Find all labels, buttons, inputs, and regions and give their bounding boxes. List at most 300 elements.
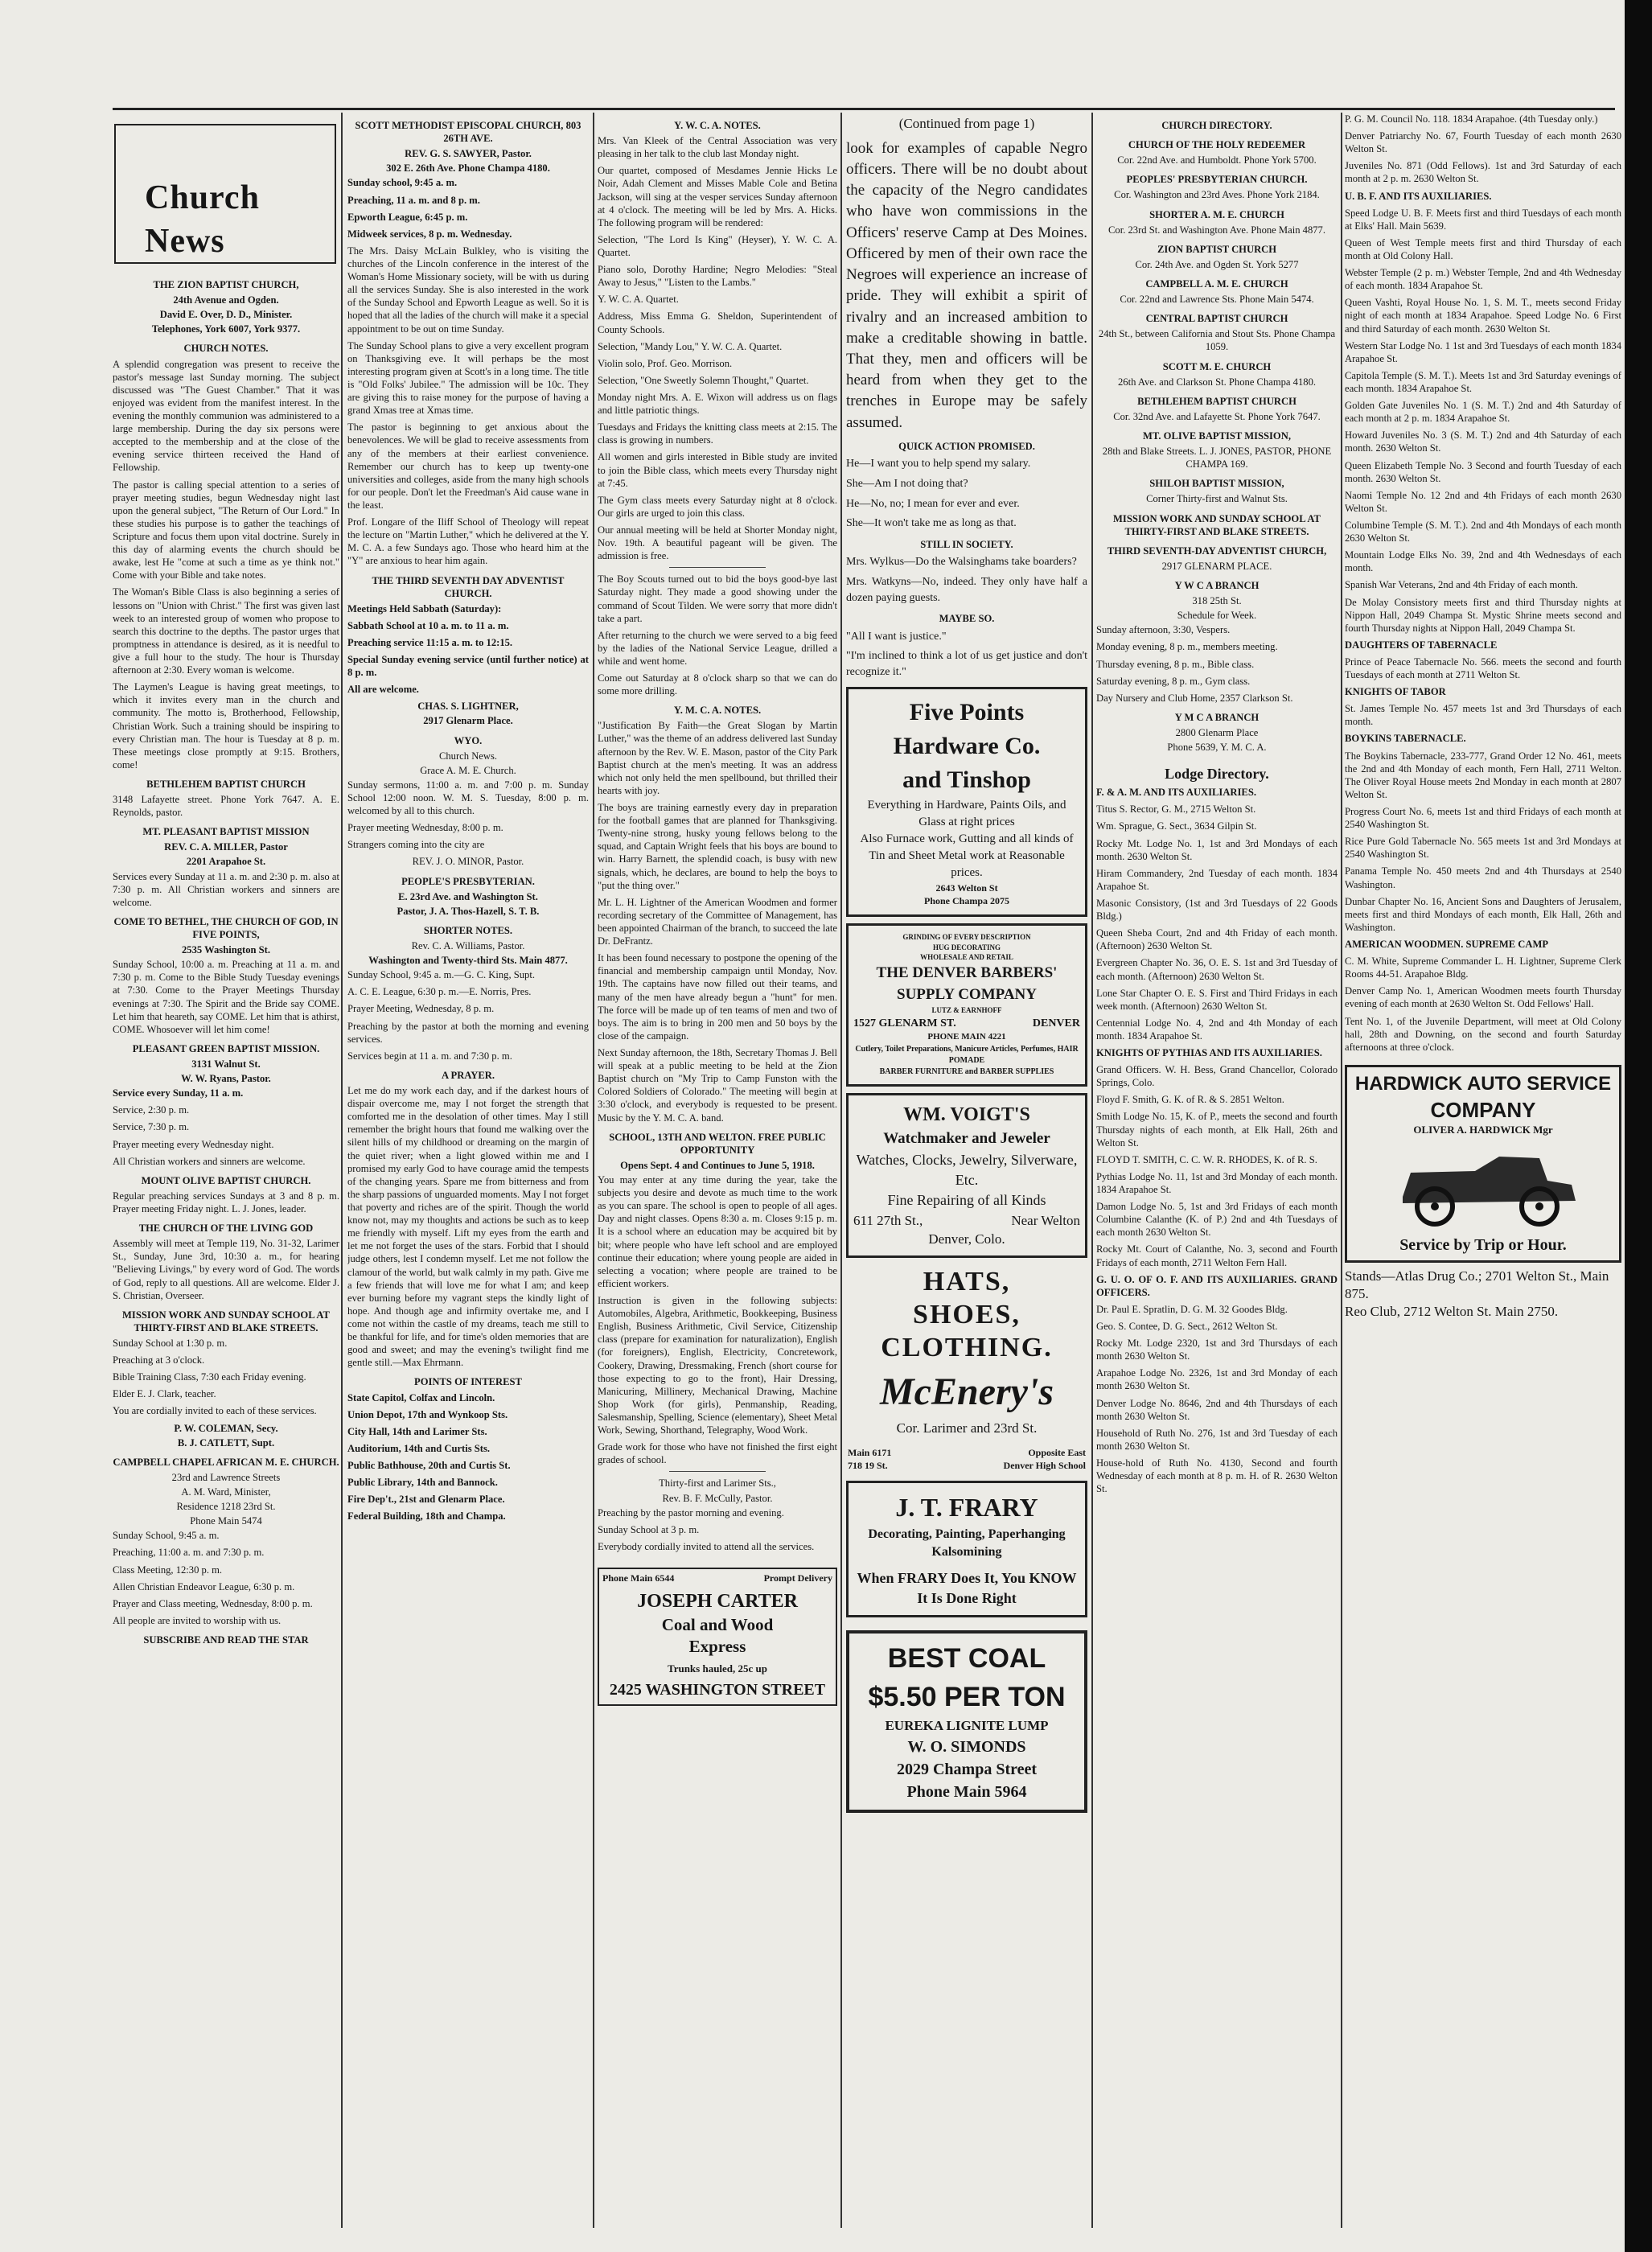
quick-line: He—No, no; I mean for ever and ever. (846, 497, 1020, 510)
column-5 (1096, 113, 1338, 2236)
lodge-entry: Juveniles No. 871 (Odd Fellows). 1st and 3rd Saturday of each month at 2 p. m. 2630 Welton St. (1345, 160, 1621, 185)
lodge-entry: Damon Lodge No. 5, 1st and 3rd Fridays of each month Columbine Calanthe (K. of P.) 2nd and 4th Tuesdays of each month 2630 Welton St. (1096, 1201, 1338, 1239)
lodge-entry: Rocky Mt. Lodge No. 1, 1st and 3rd Mondays of each month. 2630 Welton St. (1096, 837, 1338, 862)
campbell-minister: A. M. Ward, Minister, (181, 1486, 271, 1498)
lodge-directory-heading: Lodge Directory. (1165, 766, 1269, 783)
campbell-line: Allen Christian Endeavor League, 6:30 p. m. (113, 1580, 295, 1592)
lodge-entry: De Molay Consistory meets first and third Thursday nights at Nippon Hall, 2049 Champa St. Mystic Shrine meets second and fourth Thursday nights at Nippon Hall, 2049 Champa St. (1345, 596, 1621, 634)
carter-address: 2425 WASHINGTON STREET (609, 1681, 826, 1699)
lodge-entry: Denver Patriarchy No. 67, Fourth Tuesday of each month 2630 Welton St. (1345, 130, 1621, 155)
column-1 (113, 113, 339, 2236)
adventist-line: All are welcome. (347, 684, 419, 696)
ad-line: J. T. FRARY (895, 1493, 1038, 1523)
scott-paragraph: Prof. Longare of the Iliff School of Theology will repeat the lecture on "Martin Luther," which he delivered at the Y. M. C. A. a few Sundays ago. Those who heard him at the "Y" are anxious to hear him again. (347, 516, 589, 567)
column-rule (1341, 113, 1342, 2228)
mtpleasant-rev: REV. C. A. MILLER, Pastor (164, 841, 288, 853)
ywca-paragraph: Mrs. Van Kleek of the Central Association was very pleasing in her talk to the club last Monday night. (598, 135, 837, 160)
campbell-line: Class Meeting, 12:30 p. m. (113, 1564, 223, 1576)
campbell-line: Sunday School, 9:45 a. m. (113, 1530, 220, 1542)
lodge-entry: Pythias Lodge No. 11, 1st and 3rd Monday of each month. 1834 Arapahoe St. (1096, 1170, 1338, 1196)
ywca-paragraph: Piano solo, Dorothy Hardine; Negro Melodies: "Steal Away to Jesus," "Listen to the Lambs." (598, 264, 837, 289)
lodge-entry: Rocky Mt. Court of Calanthe, No. 3, second and Fourth Fridays of each month, 2711 Welton Fern Hall. (1096, 1243, 1338, 1268)
ywca-branch-address: 318 25th St. (1192, 595, 1242, 607)
campbell-line: Prayer and Class meeting, Wednesday, 8:00 p. m. (113, 1597, 313, 1609)
bethel-address: 2535 Washington St. (182, 944, 270, 956)
lodge-entry: G. U. O. OF O. F. AND ITS AUXILIARIES. GRAND OFFICERS. (1096, 1273, 1338, 1298)
ywca-branch-line: Thursday evening, 8 p. m., Bible class. (1096, 658, 1255, 670)
adventist-line: Preaching service 11:15 a. m. to 12:15. (347, 636, 513, 648)
lodge-entry: St. James Temple No. 457 meets 1st and 3rd Thursdays of each month. (1345, 703, 1621, 728)
directory-church-name: BETHLEHEM BAPTIST CHURCH (1137, 395, 1297, 407)
peoples-pastor: Pastor, J. A. Thos-Hazell, S. T. B. (397, 905, 540, 917)
bethlehem-heading: BETHLEHEM BAPTIST CHURCH (146, 778, 306, 790)
ad-address: 718 19 St. (848, 1460, 888, 1472)
lodge-entry: BOYKINS TABERNACLE. (1345, 733, 1466, 745)
column-rule (593, 113, 594, 2228)
ywca-branch-schedule: Schedule for Week. (1177, 610, 1257, 622)
ymca-branch-address: 2800 Glenarm Place (1175, 726, 1259, 738)
zion-phone: Telephones, York 6007, York 9377. (151, 323, 301, 335)
directory-church-address: 24th St., between California and Stout Sts. Phone Champa 1059. (1098, 328, 1336, 353)
directory-church-address: Corner Thirty-first and Walnut Sts. (1146, 493, 1288, 505)
ad-line: BARBER FURNITURE and BARBER SUPPLIES (879, 1066, 1054, 1076)
lodge-entry: Western Star Lodge No. 1 1st and 3rd Tuesdays of each month 1834 Arapahoe St. (1345, 339, 1621, 364)
scott-line: Midweek services, 8 p. m. Wednesday. (347, 228, 512, 240)
lodge-entry: Queen Elizabeth Temple No. 3 Second and fourth Tuesday of each month. 2630 Welton St. (1345, 459, 1621, 484)
directory-church-address: 26th Ave. and Clarkson St. Phone Champa 4180. (1117, 376, 1317, 388)
directory-church-address: Cor. 32nd Ave. and Lafayette St. Phone York 7647. (1113, 410, 1321, 422)
column-rule (840, 113, 842, 2228)
ywca-branch-line: Sunday afternoon, 3:30, Vespers. (1096, 624, 1231, 636)
scott-line: Epworth League, 6:45 p. m. (347, 211, 468, 223)
continued-paragraph: look for examples of capable Negro officers. There will be no doubt about the capacity of the Negro candidates who have won commissions in the Officers' reserve Camp at Des Moines. Officered by men of their own race the Negroes will experience an increase of pride. They will exhibit a spirit of rivalry and an increased ambition to make a creditable showing in battle. That they, men and officers will be heard from when they get to the trenches in Europe may be safely assumed. (846, 139, 1087, 431)
prayer-body: Let me do my work each day, and if the darkest hours of dispair overcome me, may I not forget the strength that comforted me in the desolation of other times. May I still remember the bright hours that found me walking over the silent hills of my childhood or dreaming on the margin of the quiet river; when a light glowed within me and I promised my early God to have courage amid the tempests of the changing years. Spare me from bitterness and from the sharp passions of unguarded moments. May I not forget that poverty and riches are of the spirit. Though the world know not, may my thoughts and actions be such as to keep me friendly with myself. Lift my eyes from the earth and let me not forget the uses of the stars. Forbid that I should judge others, lest I condemn myself. Let me not follow the clamour of the world, but walk calmly in my path. Give me a few friends that will love me for what I am; and keep ever burning before my vagrant steps the kindly light of hope. And though age and infirmity overtake me, and I come not within the castle of my dreams, teach me still to be thankful for life, and for time's olden memories that are good and sweet; and may the evening's twilight find me gentle still.—Max Ehrmann. (347, 1085, 589, 1369)
column-6 (1345, 113, 1621, 2236)
ywca-paragraph: Selection, "Mandy Lou," Y. W. C. A. Quartet. (598, 340, 783, 352)
carter-trunks: Trunks hauled, 25c up (667, 1662, 768, 1675)
school-paragraph: Instruction is given in the following subjects: Automobiles, Algebra, Arithmetic, Bookkeeping, Business English, Business Arithmetic, Civil Service, Citizenship class (prepare for examination for naturalization), English (for foreigners), English, Electricity, Concretework, Cookery, Drawing, Dressmaking, French (short course for those expecting to go to the front), Hair Dressing, Manicuring, Millinery, Mechanical Drawing, Machine Shop Work (for girls), Penmanship, Reading, Salesmanship, Spelling, Science (elementary), Sheet Metal Work, Sewing, Shorthand, Telegraphy, Wood Work. (598, 1294, 837, 1436)
mission-line: You are cordially invited to each of these services. (113, 1405, 317, 1417)
ymca-branch-heading: Y M C A BRANCH (1174, 711, 1260, 723)
ad-line: COMPANY (1430, 1097, 1536, 1122)
carter-name: JOSEPH CARTER (637, 1591, 798, 1613)
ad-line: HUG DECORATING (932, 943, 1001, 951)
automobile-icon (1379, 1140, 1588, 1229)
mission-line: Bible Training Class, 7:30 each Friday evening. (113, 1371, 306, 1383)
voigt-address-row (853, 1211, 1080, 1231)
lodge-entry: Rice Pure Gold Tabernacle No. 565 meets 1st and 3rd Mondays at 2540 Washington St. (1345, 836, 1621, 861)
lodge-entry: Golden Gate Juveniles No. 1 (S. M. T.) 2nd and 4th Saturday of each month at 2 p. m. 1834 Arapahoe St. (1345, 400, 1621, 425)
ymca-paragraph: "Justification By Faith—the Great Slogan by Martin Luther," was the theme of an address delivered last Sunday afternoon by the Rev. W. E. Mason, pastor of the City Park Baptist church at the men's meeting. It was an address which not only held the men spellbound, but thrilled their hearts with joy. (598, 720, 837, 796)
lodge-entry: Evergreen Chapter No. 36, O. E. S. 1st and 3rd Tuesday of each month. (Afternoon) 2630 Welton St. (1096, 957, 1338, 982)
mcenery-ad (846, 1264, 1087, 1474)
lodge-entry: Arapahoe Lodge No. 2326, 1st and 3rd Monday of each month 2630 Welton St. (1096, 1367, 1338, 1392)
livinggod-heading: THE CHURCH OF THE LIVING GOD (138, 1223, 314, 1235)
ad-address: 1527 GLENARM ST. (853, 1017, 956, 1029)
zion-address: 24th Avenue and Ogden. (173, 294, 279, 306)
ymca-paragraph: The boys are training earnestly every day in preparation for the football games that are planned for Thanksgiving. Twenty-nine strong, husky young fellows belong to the squad, and Captain Wright feels that his boys are bound to win. Harry Barnett, the splendid coach, is busy with new signals, which, he declares, are bound to help the boys to "put the thing over." (598, 802, 837, 891)
ywca-paragraph: Tuesdays and Fridays the knitting class meets at 2:15. The class is growing in numbers. (598, 421, 837, 446)
ad-line: HARDWICK AUTO SERVICE (1354, 1072, 1612, 1095)
peoples-heading: PEOPLE'S PRESBYTERIAN. (401, 875, 535, 887)
ad-line: WM. VOIGT'S (903, 1103, 1030, 1125)
maybe-line: "I'm inclined to think a lot of us get justice and don't recognize it." (846, 650, 1087, 679)
poi-line: Federal Building, 18th and Champa. (347, 1510, 506, 1523)
service-line: Prayer meeting every Wednesday night. (113, 1138, 274, 1150)
barbers-address-row (853, 1016, 1080, 1032)
pleasantgreen-pastor: W. W. Ryans, Pastor. (181, 1073, 271, 1085)
lodge-entry: Webster Temple (2 p. m.) Webster Temple, 2nd and 4th Wednesday of each month. 1834 Arapahoe St. (1345, 267, 1621, 292)
lodge-entry: Grand Officers. W. H. Bess, Grand Chancellor, Colorado Springs, Colo. (1096, 1064, 1338, 1089)
adventist-line: Special Sunday evening service (until further notice) at 8 p. m. (347, 654, 589, 679)
directory-church-address: Cor. 24th Ave. and Ogden St. York 5277 (1135, 258, 1299, 270)
adventist-line: Meetings Held Sabbath (Saturday): (347, 602, 502, 614)
column-2 (347, 113, 589, 2236)
ad-phone: PHONE MAIN 4221 (927, 1032, 1006, 1042)
ywca-paragraph: Our annual meeting will be held at Shorter Monday night, Nov. 19th. A beautiful pageant will be given. The admission is free. (598, 524, 837, 562)
notes-paragraph: The pastor is calling special attention to a series of prayer meeting studies, begun Wednesday night last upon the general subject, "The Return of Our Lord." In these studies his purpose is to gather the teachings of Scripture and focus them upon vital doctrine. Surely in this day of alarming events the church should be awake, lest He "come at such a time as ye think not." Come with your Bible and take notes. (113, 479, 339, 581)
ymca-branch-phone: Phone 5639, Y. M. C. A. (1167, 742, 1267, 754)
scott-paragraph: The Mrs. Daisy McLain Bulkley, who is visiting the churches of the Lincoln conference in the interest of the Woman's Home Missionary society, will be with us during all the services Sunday. She is also interested in the work of the Sunday School and Epworth League as well. So it is hoped that all the ladies of the church will make it a special appointment to be out on time Sunday. (347, 245, 589, 335)
wyo-church: Grace A. M. E. Church. (420, 764, 516, 776)
carter-phone: Phone Main 6544 (602, 1572, 675, 1584)
ywca-branch-line: Monday evening, 8 p. m., members meeting. (1096, 641, 1278, 653)
zion-minister: David E. Over, D. D., Minister. (159, 309, 293, 321)
directory-church-name: PEOPLES' PRESBYTERIAN CHURCH. (1126, 174, 1308, 186)
ywca-paragraph: Come out Saturday at 8 o'clock sharp so that we can do some more drilling. (598, 672, 837, 697)
scott-address: 302 E. 26th Ave. Phone Champa 4180. (386, 162, 550, 175)
lodge-entry: Geo. S. Contee, D. G. Sect., 2612 Welton St. (1096, 1321, 1278, 1333)
ad-line: HATS, (923, 1267, 1011, 1297)
lodge-entry: Howard Juveniles No. 3 (S. M. T.) 2nd and 4th Saturday of each month. 2630 Welton St. (1345, 429, 1621, 454)
ad-line: THE DENVER BARBERS' (876, 964, 1058, 982)
mtolive-heading: MOUNT OLIVE BAPTIST CHURCH. (141, 1174, 311, 1186)
ad-line: 2029 Champa Street (896, 1761, 1038, 1779)
lodge-entry: Hiram Commandery, 2nd Tuesday of each month. 1834 Arapahoe St. (1096, 867, 1338, 892)
lodge-entry: Mountain Lodge Elks No. 39, 2nd and 4th Wednesdays of each month. (1345, 549, 1621, 574)
lodge-entry: Lone Star Chapter O. E. S. First and Third Fridays in each week month. (Afternoon) 2630 Welton St. (1096, 987, 1338, 1012)
divider (669, 567, 765, 568)
notes-paragraph: A splendid congregation was present to receive the pastor's message last Sunday morning. The subject discussed was "The Guest Chamber." That it was enjoyed was evident from the manifest interest. In the evening the monthly communion was administered to a large membership. During the day six persons were accepted to the membership and at the close of the evening service thirteen received the Hand of Fellowship. (113, 358, 339, 474)
wyo-prayer: Prayer meeting Wednesday, 8:00 p. m. (347, 822, 503, 834)
mission-line: Preaching at 3 o'clock. (113, 1354, 205, 1366)
ad-line: LUTZ & EARNHOFF (931, 1006, 1002, 1015)
fivepoints-ad (846, 687, 1087, 918)
wyo-signature: REV. J. O. MINOR, Pastor. (412, 856, 524, 868)
directory-church-address: Cor. 22nd and Lawrence Sts. Phone Main 5474. (1120, 294, 1314, 306)
wyo-body: Sunday sermons, 11:00 a. m. and 7:00 p. m. Sunday School 12:00 noon. W. M. S. Tuesday, 8:00 p. m. welcomed by all to this church. (347, 779, 589, 817)
quick-line: She—It won't take me as long as that. (846, 517, 1017, 530)
ad-line: Service by Trip or Hour. (1399, 1235, 1567, 1254)
scott-heading: SCOTT METHODIST EPISCOPAL CHURCH, 803 26TH AVE. (355, 120, 581, 145)
campbell-heading: CAMPBELL CHAPEL AFRICAN M. E. CHURCH. (113, 1456, 339, 1468)
lodge-entry: DAUGHTERS OF TABERNACLE (1345, 639, 1498, 651)
directory-church-name: THIRD SEVENTH-DAY ADVENTIST CHURCH, (1107, 545, 1327, 557)
directory-church-name: MISSION WORK AND SUNDAY SCHOOL AT THIRTY-FIRST AND BLAKE STREETS. (1113, 512, 1321, 537)
ymca-paragraph: Next Sunday afternoon, the 18th, Secretary Thomas J. Bell will speak at a public meeting to be held at the Zion Baptist church on "My Trip to Camp Funston with the Colored Soldiers of Colorado." The meeting will begin at 3:30 o'clock, and everybody is requested to be present. Music by the Y. M. C. A. band. (598, 1047, 837, 1124)
poi-line: Fire Dep't., 21st and Glenarm Place. (347, 1494, 505, 1506)
ad-line: GRINDING OF EVERY DESCRIPTION (902, 933, 1031, 942)
lodge-entry: Denver Lodge No. 8646, 2nd and 4th Thursdays of each month 2630 Welton St. (1096, 1397, 1338, 1422)
ad-line: Also Furnace work, Gutting and all kinds of Tin and Sheet Metal work at Reasonable prices. (860, 832, 1074, 879)
school-paragraph: You may enter at any time during the year, take the subjects you desire and devote as much time to the work as you can spare. The school is open to people of all ages. Day and night classes. Opens 8:30 a. m. Closes 9:15 p. m. It is a school where an education may be acquired bit by bit; where people who have left school and are employed continue their education; where young people are aided in selecting a vocation; where people are trained to be efficient workers. (598, 1173, 837, 1289)
mcenery-row (848, 1459, 1086, 1473)
lodge-entry: House-hold of Ruth No. 4130, Second and fourth Wednesday of each month at 8 p. m. H. of R. 2630 Welton St. (1096, 1457, 1338, 1495)
ad-line: Hardware Co. (893, 732, 1041, 759)
lodge-entry: Queen Vashti, Royal House No. 1, S. M. T., meets second Friday night of each month at 1834 Arapahoe. Speed Lodge No. 6 First and third Saturday of each month. 2630 Welton St. (1345, 297, 1621, 335)
shorter-heading: SHORTER NOTES. (423, 924, 513, 936)
column-rule (1091, 113, 1093, 2228)
shorter-rev: Rev. C. A. Williams, Pastor. (411, 940, 525, 952)
ad-address: Cor. Larimer and 23rd St. (896, 1420, 1038, 1436)
lodge-entry: KNIGHTS OF TABOR (1345, 686, 1446, 698)
lodge-entry: Floyd F. Smith, G. K. of R. & S. 2851 Welton. (1096, 1094, 1284, 1106)
ad-line: and Tinshop (902, 766, 1031, 793)
ad-line: CLOTHING. (881, 1332, 1053, 1362)
service-line: Service every Sunday, 11 a. m. (113, 1087, 244, 1099)
directory-church-name: SCOTT M. E. CHURCH (1162, 360, 1272, 372)
ad-line: Reo Club, 2712 Welton St. Main 2750. (1345, 1303, 1559, 1319)
service-line: All Christian workers and sinners are welcome. (113, 1155, 306, 1167)
poi-heading: POINTS OF INTEREST (414, 1376, 522, 1388)
lodge-entry: Smith Lodge No. 15, K. of P., meets the second and fourth Thursday nights of each month, at Elk Hall, 26th and Welton St. (1096, 1111, 1338, 1149)
carter-line: Coal and Wood (661, 1615, 774, 1635)
lodge-entry: Household of Ruth No. 276, 1st and 3rd Tuesday of each month 2630 Welton St. (1096, 1427, 1338, 1452)
directory-church-name: CHURCH OF THE HOLY REDEEMER (1128, 139, 1306, 151)
column-3 (598, 113, 837, 2236)
adventist-address: 2917 Glenarm Place. (423, 715, 513, 727)
ad-line: SHOES, (913, 1299, 1021, 1329)
shorter-line: Prayer Meeting, Wednesday, 8 p. m. (347, 1003, 495, 1015)
still-line: Mrs. Wylkus—Do the Walsinghams take boarders? (846, 556, 1077, 569)
lodge-entry: AMERICAN WOODMEN. SUPREME CAMP (1345, 939, 1549, 951)
adventist-signature: CHAS. S. LIGHTNER, (417, 701, 519, 713)
bethel-body: Sunday School, 10:00 a. m. Preaching at 11 a. m. and 7:30 p. m. Come to the Bible Study Tuesday evenings at 7:30. Come to the Prayer Meetings Thursday evenings at 7:30. The Spirit and the Bride say COME. Let him that heareth, say COME. Let him that is athirst, COME. Whosoever will let him come! (113, 959, 339, 1035)
ad-line: Fine Repairing of all Kinds (887, 1192, 1046, 1209)
lodge-entry: Progress Court No. 6, meets 1st and third Fridays of each month at 2540 Washington St. (1345, 806, 1621, 831)
quick-heading: QUICK ACTION PROMISED. (898, 440, 1035, 452)
service-line: Service, 2:30 p. m. (113, 1104, 190, 1116)
adventist-heading: THE THIRD SEVENTH DAY ADVENTIST CHURCH. (372, 574, 565, 599)
lodge-entry: Dr. Paul E. Spratlin, D. G. M. 32 Goodes Bldg. (1096, 1303, 1288, 1315)
service-line: Service, 7:30 p. m. (113, 1121, 190, 1133)
campbell-residence: Residence 1218 23rd St. (176, 1501, 276, 1513)
mission-line: Sunday School at 1:30 p. m. (113, 1337, 228, 1349)
lodge-entry: Panama Temple No. 450 meets 2nd and 4th Thursdays at 2540 Washington. (1345, 865, 1621, 890)
page-title: Church News (145, 179, 260, 260)
ywca-paragraph: Selection, "The Lord Is King" (Heyser), Y. W. C. A. Quartet. (598, 233, 837, 258)
school-paragraph: Grade work for those who have not finished the first eight grades of school. (598, 1441, 837, 1466)
ad-phone: Main 6171 (848, 1446, 892, 1458)
directory-church-address: Cor. Washington and 23rd Aves. Phone York 2184. (1114, 189, 1320, 201)
mission-line: Elder E. J. Clark, teacher. (113, 1388, 216, 1400)
lodge-entry: KNIGHTS OF PYTHIAS AND ITS AUXILIARIES. (1096, 1047, 1322, 1059)
ad-line: Everything in Hardware, Paints Oils, and Glass at right prices (867, 798, 1066, 828)
lodge-entry: Masonic Consistory, (1st and 3rd Tuesdays of 22 Goods Bldg.) (1096, 897, 1338, 923)
peoples-address: E. 23rd Ave. and Washington St. (398, 890, 538, 902)
ad-line: EUREKA LIGNITE LUMP (885, 1718, 1049, 1734)
bethlehem-body: 3148 Lafayette street. Phone York 7647. A. E. Reynolds, pastor. (113, 794, 339, 819)
mission-heading: MISSION WORK AND SUNDAY SCHOOL AT THIRTY-FIRST AND BLAKE STREETS. (122, 1309, 330, 1334)
lodge-entry: Centennial Lodge No. 4, 2nd and 4th Monday of each month. 1834 Arapahoe St. (1096, 1017, 1338, 1042)
pleasantgreen-address: 3131 Walnut St. (191, 1058, 261, 1071)
lodge-entry: FLOYD T. SMITH, C. C. W. R. RHODES, K. of R. S. (1096, 1153, 1317, 1165)
mission-signature: B. J. CATLETT, Supt. (177, 1436, 275, 1449)
ymca-paragraph: Mr. L. H. Lightner of the American Woodmen and former recording secretary of the Committee of Management, has been appointed Chairman of the branch, to succeed the late Dr. DeFrantz. (598, 896, 837, 947)
top-rule (113, 108, 1615, 110)
bethel-heading: COME TO BETHEL, THE CHURCH OF GOD, IN FIVE POINTS, (113, 915, 339, 941)
school-heading: SCHOOL, 13TH AND WELTON. FREE PUBLIC OPPORTUNITY (609, 1131, 826, 1156)
lodge-entry: Rocky Mt. Lodge 2320, 1st and 3rd Thursdays of each month 2630 Welton St. (1096, 1338, 1338, 1362)
ywca-heading: Y. W. C. A. NOTES. (674, 120, 761, 131)
subscribe-line: SUBSCRIBE AND READ THE STAR (143, 1634, 309, 1646)
ad-line: W. O. SIMONDS (907, 1738, 1026, 1757)
livinggod-body: Assembly will meet at Temple 119, No. 31-32, Larimer St., Sunday, June 3rd, 10:30 a. m., for hearing "Believing Livings," by every word of God. The words of God, reply to all questions. All are welcome. Elder J. S. Christian, Overseer. (113, 1238, 339, 1301)
church-news-banner (114, 124, 336, 264)
ywca-paragraph: The Gym class meets every Saturday night at 8 o'clock. Our girls are urged to join this class. (598, 494, 837, 519)
lodge-entry: Wm. Sprague, G. Sect., 3634 Gilpin St. (1096, 820, 1257, 832)
directory-heading: CHURCH DIRECTORY. (1161, 120, 1272, 131)
mtpleasant-address: 2201 Arapahoe St. (186, 856, 266, 868)
ad-line: Cutlery, Toilet Preparations, Manicure Articles, Perfumes, HAIR POMADE (855, 1044, 1079, 1065)
poi-line: City Hall, 14th and Larimer Sts. (347, 1425, 487, 1437)
lodge-entry: Capitola Temple (S. M. T.). Meets 1st and 3rd Saturday evenings of each month. 1834 Arapahoe St. (1345, 369, 1621, 394)
lodge-entry: The Boykins Tabernacle, 233-777, Grand Order 12 No. 461, meets the 2nd and 4th Monday of each month, Fern Hall, 2711 Welton. The Oliver Royal House meets 2nd Monday in each month at 2807 Welton St. (1345, 750, 1621, 800)
quick-line: He—I want you to help spend my salary. (846, 458, 1031, 471)
ad-line: OLIVER A. HARDWICK Mgr (1413, 1123, 1553, 1136)
ad-line: When FRARY Does It, You KNOW It Is Done Right (857, 1569, 1077, 1606)
voigt-ad (846, 1093, 1087, 1258)
ad-city: Denver, Colo. (928, 1231, 1005, 1247)
shorter-line: A. C. E. League, 6:30 p. m.—E. Norris, Pres. (347, 986, 532, 998)
ad-school: Denver High School (1003, 1460, 1086, 1472)
carter-line: Express (688, 1636, 746, 1656)
church-notes-heading: CHURCH NOTES. (183, 343, 269, 355)
carter-top (602, 1572, 832, 1584)
church-line: Everybody cordially invited to attend all the services. (598, 1540, 815, 1552)
wyo-strangers: Strangers coming into the city are (347, 839, 485, 851)
frary-ad (846, 1481, 1087, 1617)
maybe-heading: MAYBE SO. (939, 613, 995, 625)
wyo-heading: WYO. (454, 734, 483, 746)
ywca-paragraph: Address, Miss Emma G. Sheldon, Superintendent of County Schools. (598, 310, 837, 335)
shorter-line: Services begin at 11 a. m. and 7:30 p. m. (347, 1050, 512, 1062)
directory-church-name: SHORTER A. M. E. CHURCH (1149, 208, 1284, 220)
scott-line: Sunday school, 9:45 a. m. (347, 177, 458, 189)
ad-address: 611 27th St., (853, 1212, 923, 1228)
directory-church-address: 28th and Blake Streets. L. J. JONES, PASTOR, PHONE CHAMPA 169. (1102, 446, 1332, 471)
still-heading: STILL IN SOCIETY. (920, 538, 1013, 550)
church-line: Preaching by the pastor morning and evening. (598, 1506, 784, 1518)
poi-line: Public Bathhouse, 20th and Curtis St. (347, 1459, 511, 1471)
lodge-entry: Spanish War Veterans, 2nd and 4th Friday of each month. (1345, 579, 1578, 591)
ad-line: Phone Main 5964 (906, 1783, 1027, 1802)
lodge-entry: Titus S. Rector, G. M., 2715 Welton St. (1096, 803, 1256, 816)
campbell-phone: Phone Main 5474 (190, 1515, 262, 1527)
lodge-entry: Denver Camp No. 1, American Woodmen meets fourth Thursday evening of each month at 2630 Welton St. Odd Fellows' Hall. (1345, 985, 1621, 1010)
ywca-paragraph: Our quartet, composed of Mesdames Jennie Hicks Le Noir, Adah Clement and Misses Mable Cole and Betina Jackson, will sing at the vesper services Sunday afternoon at 4 o'clock. The meeting will be led by Mrs. A. Hicks. The following program will be rendered: (598, 165, 837, 228)
ad-line: $5.50 PER TON (868, 1681, 1066, 1712)
lodge-entry: Queen of West Temple meets first and third Thursday of each month at Old Colony Hall. (1345, 236, 1621, 261)
poi-line: Union Depot, 17th and Wynkoop Sts. (347, 1408, 508, 1420)
still-line: Mrs. Watkyns—No, indeed. They only have half a dozen paying guests. (846, 576, 1087, 604)
ywca-paragraph: Violin solo, Prof. Geo. Morrison. (598, 357, 733, 369)
ad-line: BEST COAL (887, 1643, 1046, 1675)
lodge-entry: P. G. M. Council No. 118. 1834 Arapahoe. (4th Tuesday only.) (1345, 113, 1598, 125)
notes-paragraph: The Woman's Bible Class is also beginning a series of lessons on "Union with Christ." The first was given last week to an interested group of women who propose to search this doctrine to the depths. The pastor urges that promptness in attendance is desired, as it is needful to give a full hour to the study. The hour is Thursday afternoon at 2:30. Every woman is welcome. (113, 586, 339, 676)
column-rule (341, 113, 343, 2228)
lodge-entry: Prince of Peace Tabernacle No. 566. meets the second and fourth Tuesdays of each month at 2711 Welton St. (1345, 655, 1621, 681)
lodge-entry: Speed Lodge U. B. F. Meets first and third Tuesdays of each month at Elks' Hall. Main 5639. (1345, 207, 1621, 232)
mtpleasant-body: Services every Sunday at 11 a. m. and 2:30 p. m. also at 7:30 p. m. All Christian workers and sinners are welcome. (113, 870, 339, 908)
poi-line: Public Library, 14th and Bannock. (347, 1477, 498, 1489)
directory-church-name: CENTRAL BAPTIST CHURCH (1145, 313, 1288, 325)
notes-paragraph: The Laymen's League is having great meetings, to which it invites every man in the church and community. The motto is, Brotherhood, Fellowship, Christian Work. Such a training should be inspiring to every Christian man. The hour is Tuesday at 8 p. m. These meetings close promptly at 9:15. Brothers, come! (113, 681, 339, 771)
carter-ad (598, 1568, 837, 1706)
lodge-entry: Dunbar Chapter No. 16, Ancient Sons and Daughters of Jerusalem, meets first and third Mondays of each month, Elk Hall, 26th and Washington. (1345, 895, 1621, 933)
lodge-entry: Columbine Temple (S. M. T.). 2nd and 4th Mondays of each month 2630 Welton St. (1345, 519, 1621, 545)
lodge-entry: Queen Sheba Court, 2nd and 4th Friday of each month. (Afternoon) 2630 Welton St. (1096, 927, 1338, 952)
wyo-sub: Church News. (438, 750, 498, 762)
zion-heading: THE ZION BAPTIST CHURCH, (153, 279, 299, 290)
ywca-paragraph: Y. W. C. A. Quartet. (598, 294, 679, 306)
carter-prompt: Prompt Delivery (763, 1572, 832, 1584)
ad-line: Decorating, Painting, Paperhanging Kalsomining (868, 1527, 1066, 1560)
scott-line: Preaching, 11 a. m. and 8 p. m. (347, 194, 480, 206)
ywca-paragraph: Monday night Mrs. A. E. Wixon will address us on flags and little patriotic things. (598, 391, 837, 417)
mtolive-body: Regular preaching services Sundays at 3 and 8 p. m. Prayer meeting Friday night. L. J. Jones, leader. (113, 1190, 339, 1214)
ywca-branch-line: Day Nursery and Club Home, 2357 Clarkson St. (1096, 692, 1293, 704)
lodge-entry: U. B. F. AND ITS AUXILIARIES. (1345, 190, 1492, 202)
ywca-branch-line: Saturday evening, 8 p. m., Gym class. (1096, 675, 1251, 687)
ad-line: Watches, Clocks, Jewelry, Silverware, Etc. (856, 1152, 1078, 1189)
directory-church-name: ZION BAPTIST CHURCH (1157, 243, 1277, 255)
ad-line: Five Points (909, 698, 1025, 725)
lodge-entry: F. & A. M. AND ITS AUXILIARIES. (1096, 787, 1256, 799)
maybe-line: "All I want is justice." (846, 630, 947, 643)
coal-ad (846, 1630, 1087, 1813)
adventist-line: Sabbath School at 10 a. m. to 11 a. m. (347, 619, 509, 631)
directory-church-address: Cor. 22nd Ave. and Humboldt. Phone York 5700. (1117, 154, 1317, 166)
directory-church-address: Cor. 23rd St. and Washington Ave. Phone Main 4877. (1108, 224, 1325, 236)
ywca-paragraph: After returning to the church we were served to a big feed by the ladies of the National Service League, drilled a while and went home. (598, 629, 837, 667)
poi-line: State Capitol, Colfax and Lincoln. (347, 1391, 495, 1403)
shorter-line: Sunday School, 9:45 a. m.—G. C. King, Supt. (347, 969, 535, 981)
shorter-line: Preaching by the pastor at both the morning and evening services. (347, 1020, 589, 1045)
lodge-list (1096, 786, 1338, 1495)
ad-line: SUPPLY COMPANY (897, 985, 1037, 1003)
directory-church-name: SHILOH BAPTIST MISSION, (1149, 478, 1284, 490)
hardwick-ad (1345, 1065, 1621, 1263)
pleasantgreen-heading: PLEASANT GREEN BAPTIST MISSION. (132, 1042, 320, 1054)
ymca-heading: Y. M. C. A. NOTES. (673, 705, 762, 717)
ywca-paragraph: Selection, "One Sweetly Solemn Thought," Quartet. (598, 374, 809, 386)
shorter-address: Washington and Twenty-third Sts. Main 4877. (368, 955, 568, 967)
ywca-paragraph: The Boy Scouts turned out to bid the boys good-bye last Saturday night. They made a good showing under the command of Scout Tilden. We were sorry that more didn't take a part. (598, 573, 837, 624)
prayer-heading: A PRAYER. (441, 1069, 495, 1081)
church-address: Thirty-first and Larimer Sts., (659, 1477, 776, 1490)
scott-paragraph: The pastor is beginning to get anxious about the benevolences. We will be glad to receive assessments from any of the members at their earliest convenience. Remember our church has to keep up twenty-one universities and colleges, aside from the many high schools for our people. Don't let the Freedman's Aid cause wane in the least. (347, 421, 589, 511)
church-list (1096, 138, 1338, 573)
lodge-entry: C. M. White, Supreme Commander L. H. Lightner, Supreme Clerk Rooms 44-51. Arapahoe Bldg. (1345, 955, 1621, 980)
ad-opposite: Opposite East (1028, 1446, 1086, 1458)
column-4 (846, 113, 1087, 2236)
ywca-paragraph: All women and girls interested in Bible study are invited to join the Bible class, which meets every Thursday night at 7:45. (598, 451, 837, 489)
ad-line: WHOLESALE AND RETAIL (920, 953, 1013, 962)
lodge-list-continued (1345, 113, 1621, 1054)
lodge-entry: Naomi Temple No. 12 2nd and 4th Fridays of each month 2630 Welton St. (1345, 489, 1621, 514)
continued-note: (Continued from page 1) (898, 116, 1035, 131)
